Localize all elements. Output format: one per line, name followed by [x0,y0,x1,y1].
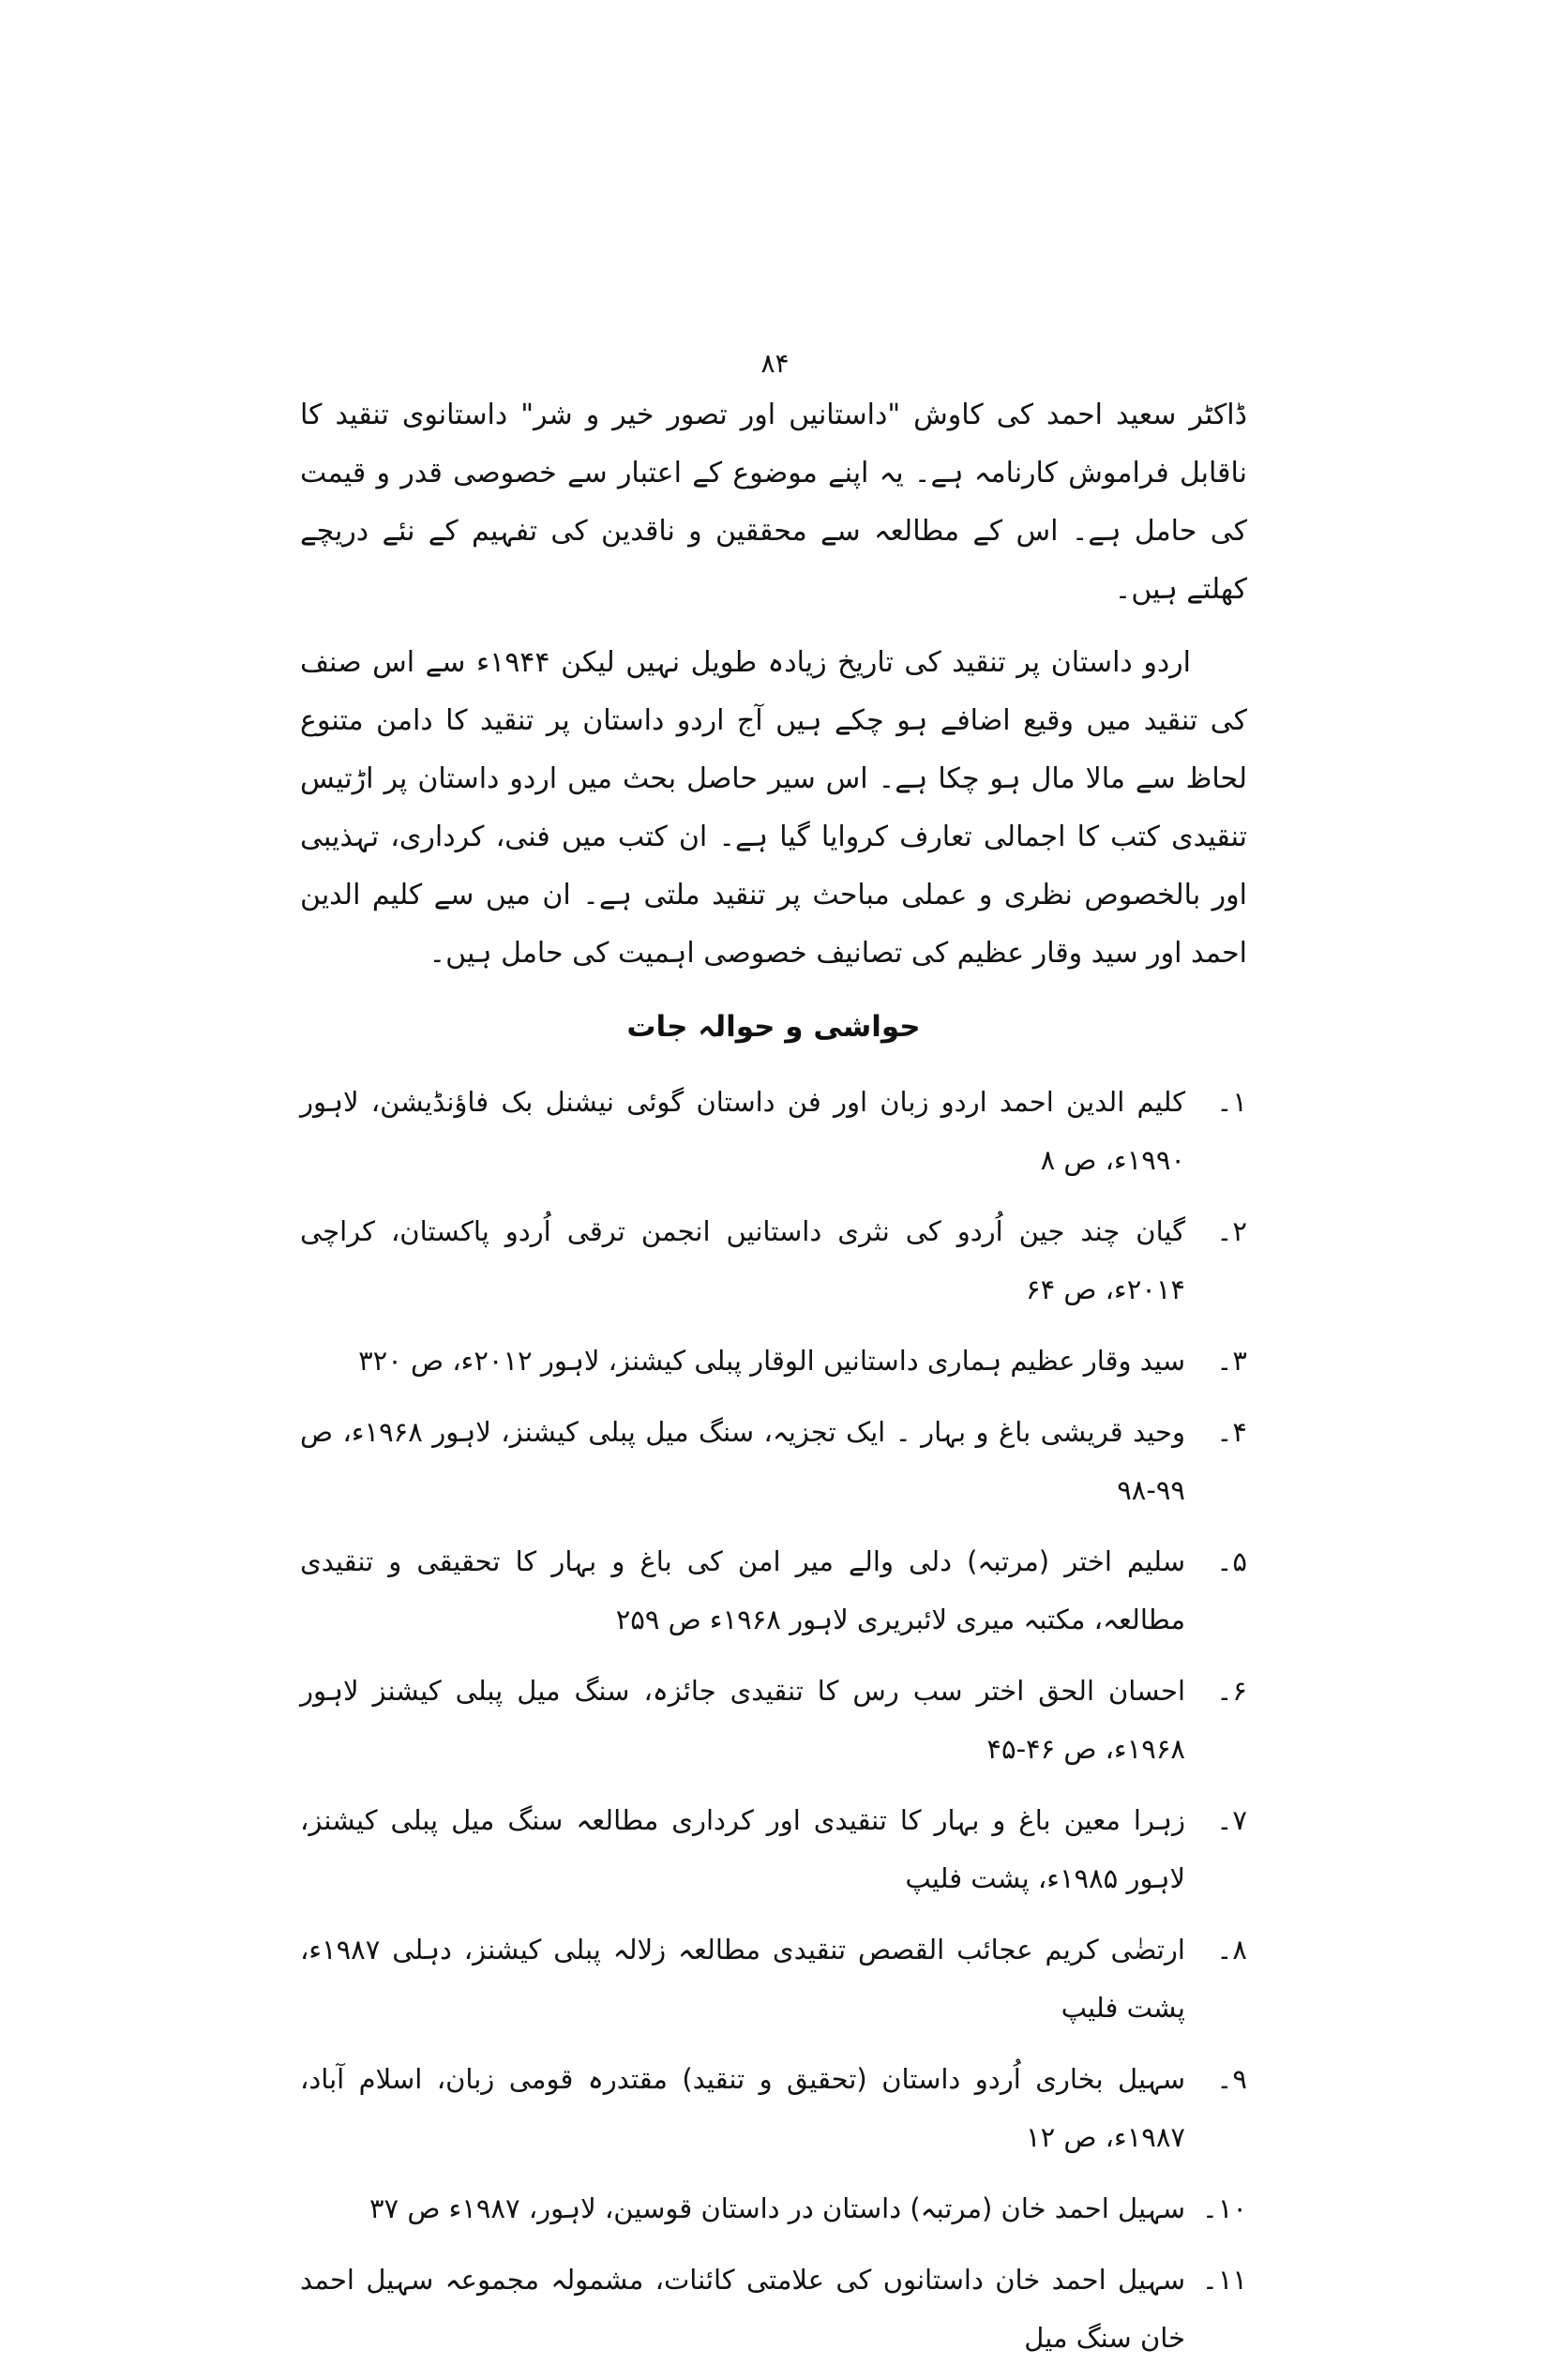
note-text: ارتضٰی کریم عجائب القصص تنقیدی مطالعہ زلالہ پبلی کیشنز، دہلی ۱۹۸۷ء، پشت فلیپ [300,1934,1185,2024]
notes-list [300,1073,1247,2367]
note-text: گیان چند جین اُردو کی نثری داستانیں انجمن ترقی اُردو پاکستان، کراچی ۲۰۱۴ء، ص ۶۴ [300,1215,1185,1305]
notes-heading: حواشی و حوالہ جات [626,1010,921,1044]
note-number: ۱۱۔ [1201,2264,1247,2296]
note-item [300,2251,1247,2367]
note-item [300,1202,1247,1318]
paragraph-1: ڈاکٹر سعید احمد کی کاوش "داستانیں اور تصور خیر و شر" داستانوی تنقید کا ناقابل فراموش کارنامہ ہے۔ یہ اپنے موضوع کے اعتبار سے خصوصی قدر و قیمت کی حامل ہے۔ اس کے مطالعہ سے محققین و ناقدین کی تفہیم کے نئے دریچے کھلتے ہیں۔ [300,399,1247,606]
note-number: ۵۔ [1216,1545,1247,1577]
note-text: سلیم اختر (مرتبہ) دلی والے میر امن کی باغ و بہار کا تحقیقی و تنقیدی مطالعہ، مکتبہ میری لائبریری لاہور ۱۹۶۸ء ص ۲۵۹ [300,1545,1185,1635]
note-item [300,2179,1247,2237]
note-item [300,1073,1247,1189]
note-item [300,1921,1247,2037]
note-item [300,1791,1247,1907]
note-item [300,1662,1247,1778]
note-item [300,1403,1247,1519]
note-text: سہیل بخاری اُردو داستان (تحقیق و تنقید) مقتدرہ قومی زبان، اسلام آباد، ۱۹۸۷ء، ص ۱۲ [300,2063,1185,2153]
note-text: سہیل احمد خان (مرتبہ) داستان در داستان قوسین، لاہور، ۱۹۸۷ء ص ۳۷ [369,2192,1185,2224]
note-text: زہرا معین باغ و بہار کا تنقیدی اور کرداری مطالعہ سنگ میل پبلی کیشنز، لاہور ۱۹۸۵ء، پشت فلیپ [300,1804,1185,1894]
note-number: ۲۔ [1216,1215,1247,1247]
note-number: ۴۔ [1216,1416,1247,1448]
note-item [300,2050,1247,2166]
note-number: ۹۔ [1216,2063,1247,2095]
note-text: وحید قریشی باغ و بہار ۔ ایک تجزیہ، سنگ میل پبلی کیشنز، لاہور ۱۹۶۸ء، ص ۹۹-۹۸ [300,1416,1185,1506]
note-text: سید وقار عظیم ہماری داستانیں الوقار پبلی کیشنز، لاہور ۲۰۱۲ء، ص ۳۲۰ [358,1345,1185,1377]
note-number: ۶۔ [1216,1675,1247,1707]
note-text: احسان الحق اختر سب رس کا تنقیدی جائزہ، سنگ میل پبلی کیشنز لاہور ۱۹۶۸ء، ص ۴۶-۴۵ [300,1675,1185,1765]
note-text: کلیم الدین احمد اردو زبان اور فن داستان گوئی نیشنل بک فاؤنڈیشن، لاہور ۱۹۹۰ء، ص ۸ [300,1086,1185,1176]
note-number: ۷۔ [1216,1804,1247,1836]
note-item [300,1532,1247,1649]
body-text [300,386,1247,2380]
note-number: ۸۔ [1216,1934,1247,1966]
note-number: ۱۔ [1216,1086,1247,1118]
note-number: ۳۔ [1216,1345,1247,1377]
page-number: ۸۴ [760,348,790,379]
note-text: سہیل احمد خان داستانوں کی علامتی کائنات، مشمولہ مجموعہ سہیل احمد خان سنگ میل [300,2264,1185,2354]
paragraph-2: اردو داستان پر تنقید کی تاریخ زیادہ طویل نہیں لیکن ۱۹۴۴ء سے اس صنف کی تنقید میں وقیع اضافے ہو چکے ہیں آج اردو داستان پر تنقید کا دامن متنوع لحاظ سے مالا مال ہو چکا ہے۔ اس سیر حاصل بحث میں اردو داستان پر اڑتیس تنقیدی کتب کا اجمالی تعارف کروایا گیا ہے۔ ان کتب میں فنی، کرداری، تہذیبی اور بالخصوص نظری و عملی مباحث پر تنقید ملتی ہے۔ ان میں سے کلیم الدین احمد اور سید وقار عظیم کی تصانیف خصوصی اہمیت کی حامل ہیں۔ [300,646,1247,970]
note-number: ۱۰۔ [1201,2192,1247,2224]
note-item [300,1332,1247,1390]
